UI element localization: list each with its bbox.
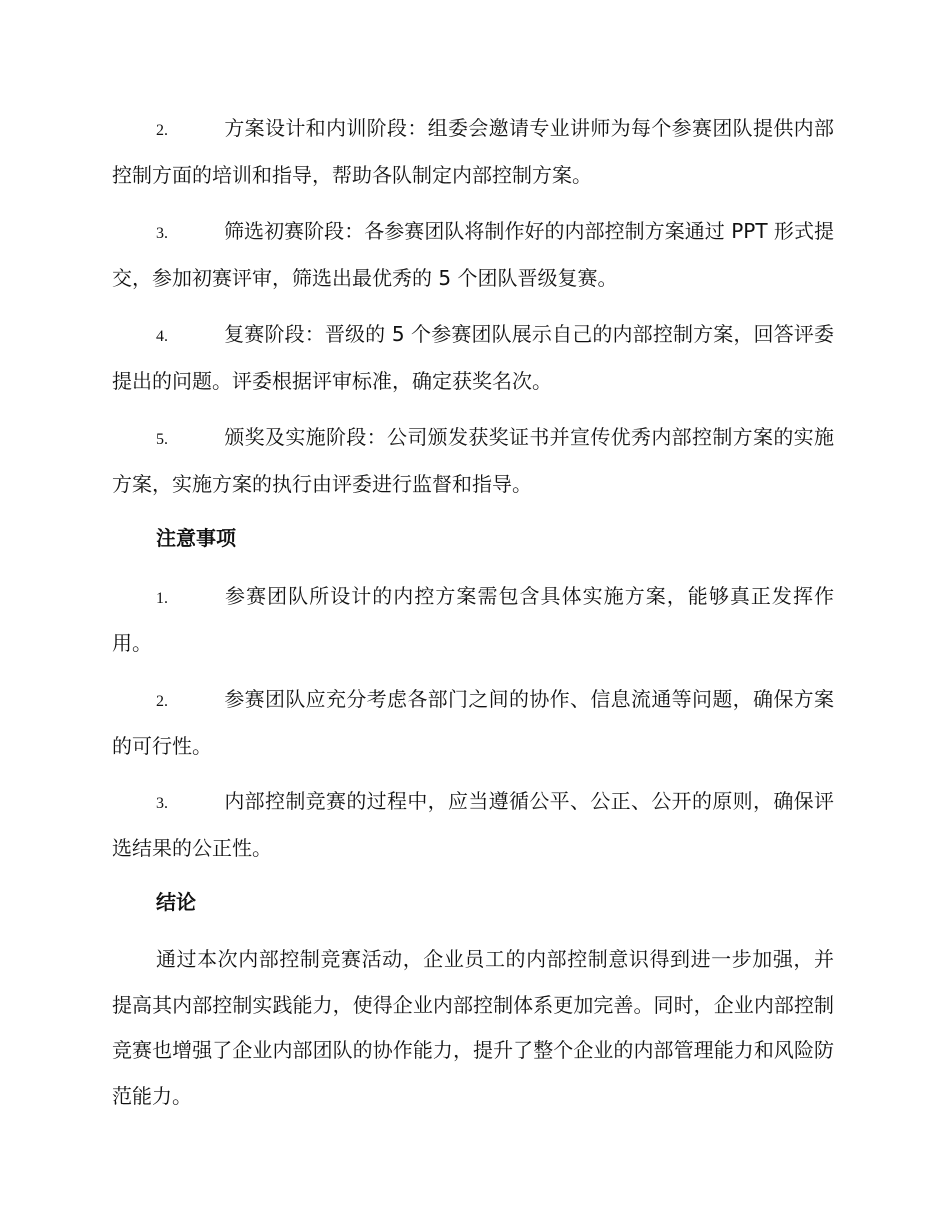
stage-item-5	[112, 415, 834, 507]
list-text: 方案设计和内训阶段：组委会邀请专业讲师为每个参赛团队提供内部控制方面的培训和指导，帮助各队制定内部控制方案。	[112, 116, 834, 187]
list-text: 参赛团队应充分考虑各部门之间的协作、信息流通等问题，确保方案的可行性。	[112, 687, 834, 758]
list-text: 参赛团队所设计的内控方案需包含具体实施方案，能够真正发挥作用。	[112, 584, 834, 655]
conclusion-paragraph: 通过本次内部控制竞赛活动，企业员工的内部控制意识得到进一步加强，并提高其内部控制实践能力，使得企业内部控制体系更加完善。同时，企业内部控制竞赛也增强了企业内部团队的协作能力，提升了整个企业的内部管理能力和风险防范能力。	[112, 947, 834, 1108]
list-number: 2.	[156, 693, 168, 710]
list-text: 复赛阶段：晋级的 5 个参赛团队展示自己的内部控制方案，回答评委提出的问题。评委根据评审标准，确定获奖名次。	[112, 322, 834, 393]
list-number: 1.	[156, 590, 168, 607]
note-item-2	[112, 677, 834, 769]
list-number: 4.	[156, 328, 168, 345]
list-number: 3.	[156, 795, 168, 812]
stage-item-4	[112, 312, 834, 404]
list-text: 筛选初赛阶段：各参赛团队将制作好的内部控制方案通过 PPT 形式提交，参加初赛评审，筛选出最优秀的 5 个团队晋级复赛。	[112, 219, 834, 290]
list-number: 5.	[156, 431, 168, 448]
note-item-3	[112, 779, 834, 871]
list-text: 颁奖及实施阶段：公司颁发获奖证书并宣传优秀内部控制方案的实施方案，实施方案的执行由评委进行监督和指导。	[112, 425, 834, 496]
list-text: 内部控制竞赛的过程中，应当遵循公平、公正、公开的原则，确保评选结果的公正性。	[112, 789, 834, 860]
list-number: 2.	[156, 122, 168, 139]
stage-item-2	[112, 106, 834, 198]
stage-item-3	[112, 209, 834, 301]
conclusion-heading: 结论	[156, 890, 196, 914]
notes-heading: 注意事项	[156, 526, 236, 550]
list-number: 3.	[156, 225, 168, 242]
note-item-1	[112, 574, 834, 666]
